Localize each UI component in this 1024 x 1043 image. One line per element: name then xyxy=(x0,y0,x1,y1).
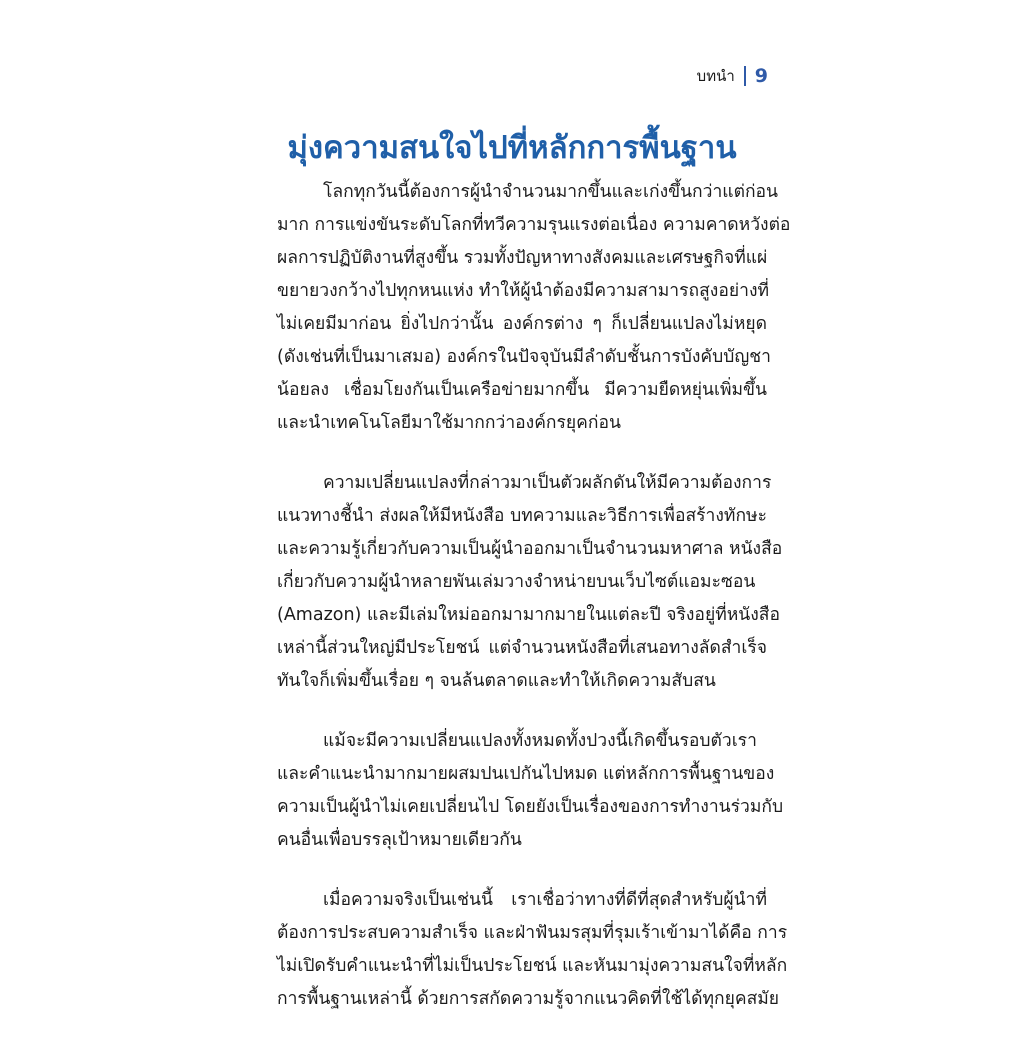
text-line: ไม่เคยมีมาก่อน ยิ่งไปกว่านั้น องค์กรต่าง ๆ ก็เปลี่ยนแปลงไม่หยุด xyxy=(277,314,767,334)
running-header xyxy=(697,64,768,88)
text-line: น้อยลง เชื่อมโยงกันเป็นเครือข่ายมากขึ้น มีความยืดหยุ่นเพิ่มขึ้น xyxy=(277,380,767,400)
text-line: ไม่เปิดรับคำแนะนำที่ไม่เป็นประโยชน์ และหันมามุ่งความสนใจที่หลัก xyxy=(277,956,788,976)
text-line: มาก การแข่งขันระดับโลกที่ทวีความรุนแรงต่อเนื่อง ความคาดหวังต่อ xyxy=(277,215,791,235)
paragraph-3 xyxy=(277,725,784,857)
text-line: ทันใจก็เพิ่มขึ้นเรื่อย ๆ จนล้นตลาดและทำให้เกิดความสับสน xyxy=(277,671,716,691)
chapter-label: บทนำ xyxy=(696,67,735,85)
text-line: ความเปลี่ยนแปลงที่กล่าวมาเป็นตัวผลักดันให้มีความต้องการ xyxy=(323,473,772,493)
text-line: แนวทางชี้นำ ส่งผลให้มีหนังสือ บทความและวิธีการเพื่อสร้างทักษะ xyxy=(277,506,767,526)
text-line: ผลการปฏิบัติงานที่สูงขึ้น รวมทั้งปัญหาทางสังคมและเศรษฐกิจที่แผ่ xyxy=(277,248,768,268)
text-line: คนอื่นเพื่อบรรลุเป้าหมายเดียวกัน xyxy=(277,830,522,850)
text-line: โลกทุกวันนี้ต้องการผู้นำจำนวนมากขึ้นและเก่งขึ้นกว่าแต่ก่อน xyxy=(323,182,779,202)
text-line: เหล่านี้ส่วนใหญ่มีประโยชน์ แต่จำนวนหนังสือที่เสนอทางลัดสำเร็จ xyxy=(277,638,767,658)
body-text xyxy=(277,176,791,1043)
text-line: แม้จะมีความเปลี่ยนแปลงทั้งหมดทั้งปวงนี้เกิดขึ้นรอบตัวเรา xyxy=(323,731,757,751)
text-line: เกี่ยวกับความผู้นำหลายพันเล่มวางจำหน่ายบนเว็บไซต์แอมะซอน xyxy=(277,572,756,592)
paragraph-4 xyxy=(277,884,788,1016)
text-line: ความเป็นผู้นำไม่เคยเปลี่ยนไป โดยยังเป็นเรื่องของการทำงานร่วมกับ xyxy=(277,797,784,817)
text-line: ขยายวงกว้างไปทุกหนแห่ง ทำให้ผู้นำต้องมีความสามารถสูงอย่างที่ xyxy=(277,281,770,301)
text-line: เมื่อความจริงเป็นเช่นนี้ เราเชื่อว่าทางที่ดีที่สุดสำหรับผู้นำที่ xyxy=(323,890,767,910)
text-line: การพื้นฐานเหล่านี้ ด้วยการสกัดความรู้จากแนวคิดที่ใช้ได้ทุกยุคสมัย xyxy=(277,989,780,1009)
header-divider xyxy=(744,66,746,86)
section-title: มุ่งความสนใจไปที่หลักการพื้นฐาน xyxy=(287,130,737,166)
paragraph-2 xyxy=(277,467,783,698)
text-line: (Amazon) และมีเล่มใหม่ออกมามากมายในแต่ละปี จริงอยู่ที่หนังสือ xyxy=(277,605,780,625)
text-line: ต้องการประสบความสำเร็จ และฝ่าฟันมรสุมที่รุมเร้าเข้ามาได้คือ การ xyxy=(277,923,788,943)
paragraph-1 xyxy=(277,176,791,440)
text-line: และนำเทคโนโลยีมาใช้มากกว่าองค์กรยุคก่อน xyxy=(277,413,621,433)
text-line: และความรู้เกี่ยวกับความเป็นผู้นำออกมาเป็นจำนวนมหาศาล หนังสือ xyxy=(277,539,783,559)
text-line: และคำแนะนำมากมายผสมปนเปกันไปหมด แต่หลักการพื้นฐานของ xyxy=(277,764,775,784)
text-line: (ดังเช่นที่เป็นมาเสมอ) องค์กรในปัจจุบันมีลำดับชั้นการบังคับบัญชา xyxy=(277,347,771,367)
page-number: 9 xyxy=(754,65,768,87)
